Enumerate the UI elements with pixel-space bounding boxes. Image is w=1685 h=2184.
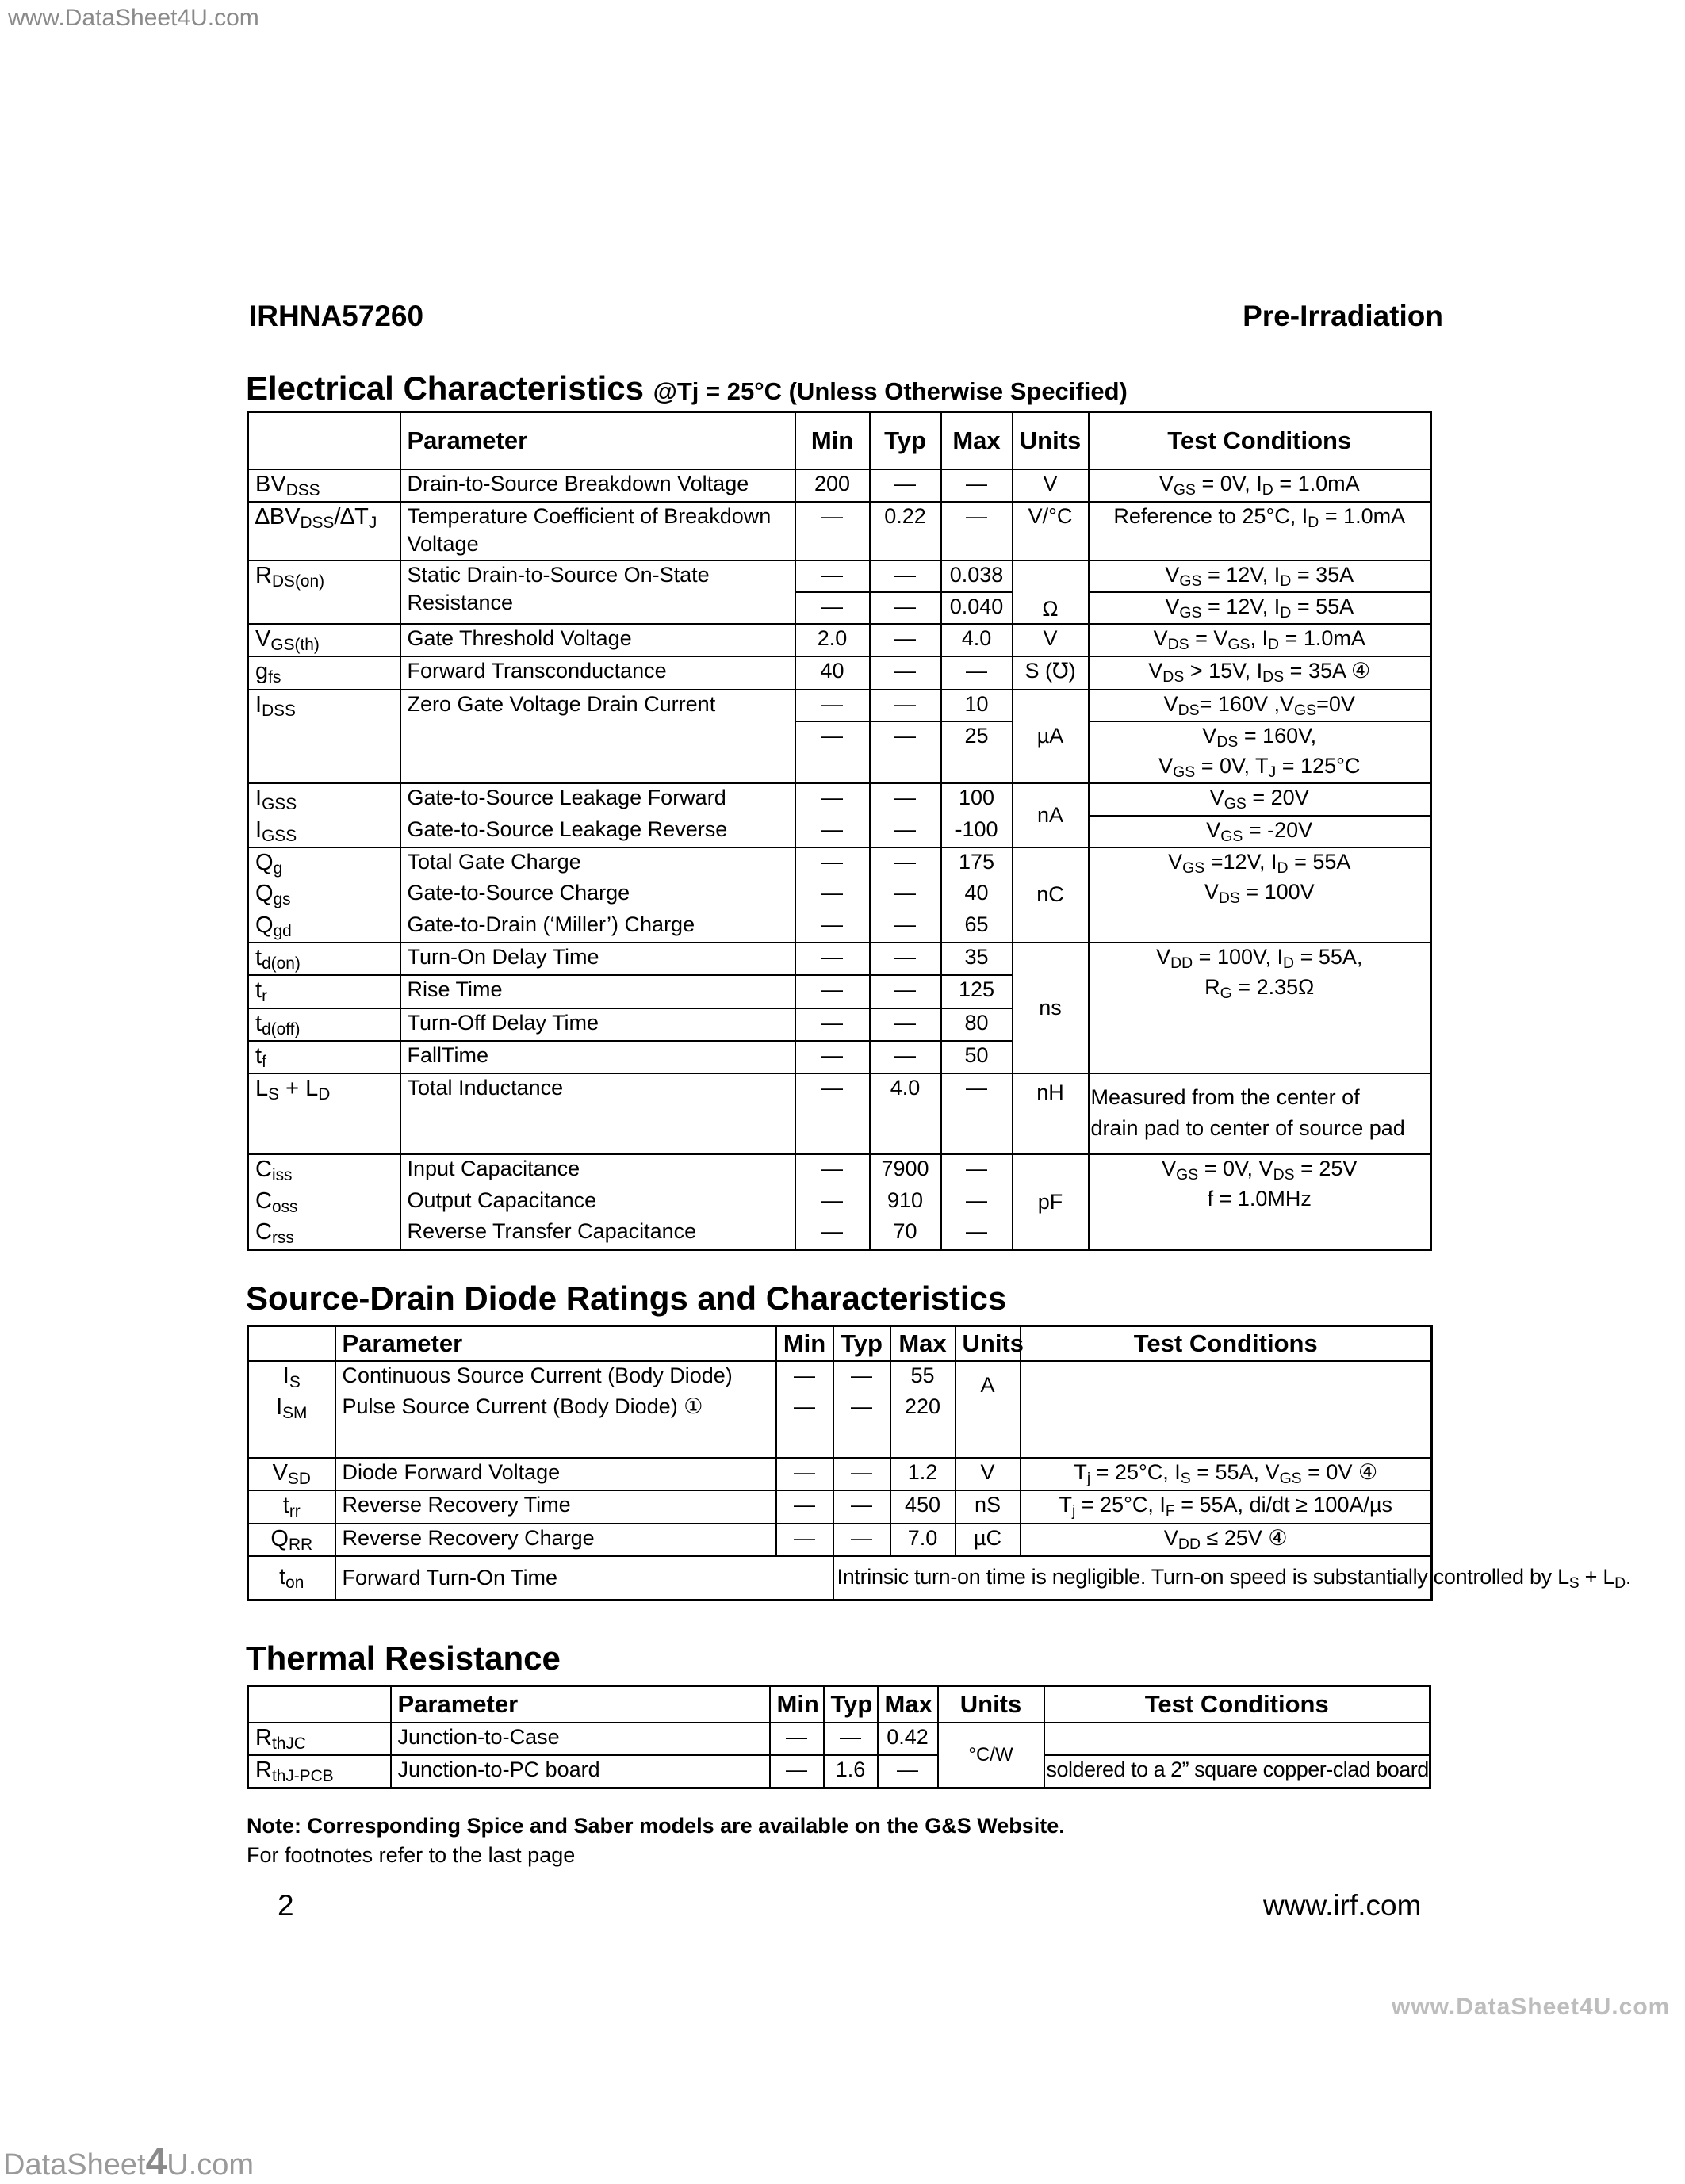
row-units: Ω	[1013, 560, 1089, 624]
footer-url[interactable]: www.irf.com	[1263, 1889, 1422, 1922]
watermark-top[interactable]: www.DataSheet4U.com	[8, 5, 259, 31]
row-min: —	[795, 1008, 870, 1041]
row-typ: —	[833, 1490, 890, 1523]
row-min: —	[795, 1073, 870, 1154]
row-max: —	[941, 1218, 1013, 1250]
row-conditions: $T_j = 25^\circ C$, $I_F = 55A$, di/dt ≥ 100A/µs	[1021, 1490, 1432, 1523]
table-row	[248, 502, 1431, 560]
thermal-table	[247, 1685, 1431, 1789]
row-min: —	[795, 783, 870, 815]
col-typ: Typ	[824, 1686, 878, 1723]
row-symbol: $I_{DSS}$	[248, 690, 400, 783]
row-typ: —	[870, 656, 941, 689]
row-parameter: Continuous Source Current (Body Diode)	[335, 1361, 776, 1393]
row-symbol: $L_S + L_D$	[255, 1076, 331, 1104]
row-typ: —	[870, 592, 941, 624]
table-row	[248, 783, 1431, 815]
row-units: nA	[1013, 783, 1089, 847]
row-symbol: $V_{GS(th)}$	[255, 626, 320, 655]
row-parameter: Turn-Off Delay Time	[400, 1008, 795, 1041]
row-typ: —	[870, 783, 941, 815]
col-units: Units	[938, 1686, 1044, 1723]
col-symbol	[248, 412, 400, 469]
col-max: Max	[941, 412, 1013, 469]
row-symbol: $C_{oss}$	[255, 1188, 298, 1216]
table-row	[248, 1524, 1432, 1556]
row-min: —	[795, 1218, 870, 1250]
row-typ: 7900	[870, 1154, 941, 1186]
row-min: —	[795, 879, 870, 910]
row-max: 1.2	[890, 1458, 955, 1490]
row-typ: 910	[870, 1187, 941, 1218]
table-row	[248, 1755, 1430, 1788]
col-parameter: Parameter	[400, 412, 795, 469]
row-units: °C/W	[938, 1723, 1044, 1788]
row-typ: —	[870, 943, 941, 975]
row-max: —	[941, 1154, 1013, 1186]
row-max: 35	[941, 943, 1013, 975]
row-parameter: Rise Time	[400, 975, 795, 1008]
row-typ: —	[870, 911, 941, 943]
row-min: 40	[795, 656, 870, 689]
col-parameter: Parameter	[335, 1326, 776, 1361]
row-units: V/°C	[1013, 502, 1089, 560]
row-typ: —	[824, 1723, 878, 1755]
row-parameter: Pulse Source Current (Body Diode) ①	[335, 1393, 776, 1458]
row-conditions: Reference to 25°C, $I_D = 1.0mA$	[1089, 502, 1431, 560]
row-min: —	[776, 1458, 833, 1490]
row-min: —	[776, 1361, 833, 1393]
row-min: —	[795, 502, 870, 560]
row-min: —	[795, 1187, 870, 1218]
row-symbol: $t_{d(off)}$	[255, 1010, 301, 1038]
row-typ: —	[870, 847, 941, 879]
row-max: 125	[941, 975, 1013, 1008]
table-row	[248, 624, 1431, 656]
row-max: 7.0	[890, 1524, 955, 1556]
row-min: —	[795, 943, 870, 975]
row-symbol: $t_{rr}$	[282, 1493, 301, 1521]
row-min: —	[776, 1490, 833, 1523]
row-parameter: Gate-to-Source Leakage Forward	[400, 783, 795, 815]
table-row	[248, 847, 1431, 879]
row-min: —	[795, 690, 870, 721]
row-min: —	[770, 1723, 824, 1755]
row-max: —	[941, 469, 1013, 502]
table-row	[248, 469, 1431, 502]
watermark-right[interactable]: www.DataSheet4U.com	[1392, 1994, 1671, 2020]
row-typ: —	[870, 469, 941, 502]
row-symbol: $Q_g$	[255, 849, 283, 878]
row-conditions: $V_{GS} = 0V$, $V_{DS} = 25V$ f = 1.0MHz	[1089, 1154, 1431, 1250]
row-symbol: $R_{thJC}$	[255, 1724, 306, 1753]
row-units: µC	[955, 1524, 1021, 1556]
row-max: 450	[890, 1490, 955, 1523]
electrical-table	[247, 411, 1432, 1251]
diode-title: Source-Drain Diode Ratings and Characteristics	[246, 1279, 1007, 1317]
row-symbol: $I_{GSS}$	[255, 817, 297, 845]
row-conditions: $V_{DS} = V_{GS}$, $I_D = 1.0mA$	[1089, 624, 1431, 656]
row-conditions: $V_{DS} = 160V$, $V_{GS} = 0V$, $T_J = 125^\circ C$	[1089, 721, 1431, 783]
row-conditions: Intrinsic turn-on time is negligible. Turn-on speed is substantially controlled by $L_S + L_D$.	[833, 1556, 1432, 1601]
row-units: nC	[1013, 847, 1089, 943]
col-min: Min	[776, 1326, 833, 1361]
thermal-title: Thermal Resistance	[246, 1639, 561, 1677]
row-conditions: $V_{GS} =12V$, $I_D = 55A$ $V_{DS} = 100V$	[1089, 847, 1431, 943]
table-row	[248, 1154, 1431, 1186]
table-row	[248, 1361, 1432, 1393]
row-max: 25	[941, 721, 1013, 783]
row-units: A	[955, 1361, 1021, 1458]
row-symbol: $Q_{RR}$	[270, 1525, 313, 1554]
col-min: Min	[795, 412, 870, 469]
row-units: nS	[955, 1490, 1021, 1523]
row-parameter: Gate-to-Source Leakage Reverse	[400, 816, 795, 847]
row-min: —	[795, 975, 870, 1008]
row-typ: —	[870, 975, 941, 1008]
col-min: Min	[770, 1686, 824, 1723]
row-parameter: Reverse Recovery Time	[335, 1490, 776, 1523]
row-max: —	[941, 502, 1013, 560]
row-max: 175	[941, 847, 1013, 879]
row-conditions: $V_{DS}= 160V$ $,V_{GS}=0V$	[1089, 690, 1431, 721]
watermark-bottom[interactable]: DataSheet4U.com	[3, 2141, 255, 2183]
col-units: Units	[955, 1326, 1021, 1361]
row-parameter: Total Inductance	[400, 1073, 795, 1154]
row-max: —	[878, 1755, 938, 1788]
row-parameter: Gate-to-Drain (‘Miller’) Charge	[400, 911, 795, 943]
row-typ: —	[833, 1361, 890, 1393]
row-min: —	[795, 847, 870, 879]
row-parameter: FallTime	[400, 1041, 795, 1073]
row-typ: —	[870, 690, 941, 721]
row-min: —	[795, 560, 870, 592]
page-number: 2	[278, 1889, 294, 1922]
row-parameter: Zero Gate Voltage Drain Current	[400, 690, 795, 783]
col-conditions: Test Conditions	[1021, 1326, 1432, 1361]
row-max: 55	[890, 1361, 955, 1393]
row-max: 80	[941, 1008, 1013, 1041]
diode-table	[247, 1325, 1632, 1601]
row-units: V	[1013, 469, 1089, 502]
row-symbol: $Q_{gs}$	[255, 881, 291, 909]
row-conditions: $V_{DS} > 15V$, $I_{DS} = 35A$ ④	[1089, 656, 1431, 689]
col-typ: Typ	[833, 1326, 890, 1361]
row-typ: 70	[870, 1218, 941, 1250]
row-units: S (℧)	[1013, 656, 1089, 689]
row-min: —	[795, 592, 870, 624]
part-number: IRHNA57260	[249, 300, 424, 332]
row-symbol: $t_{on}$	[279, 1563, 304, 1593]
row-min: —	[776, 1524, 833, 1556]
row-parameter: Gate Threshold Voltage	[400, 624, 795, 656]
row-conditions	[1021, 1361, 1432, 1458]
section-label: Pre-Irradiation	[1243, 300, 1443, 332]
electrical-subtitle: @Tj = 25°C (Unless Otherwise Specified)	[653, 377, 1128, 405]
row-min: —	[770, 1755, 824, 1788]
row-parameter: Junction-to-Case	[391, 1723, 770, 1755]
col-conditions: Test Conditions	[1044, 1686, 1430, 1723]
row-max: 220	[890, 1393, 955, 1458]
table-row	[248, 560, 1431, 592]
row-min: —	[795, 1154, 870, 1186]
row-parameter: Total Gate Charge	[400, 847, 795, 879]
table-row	[248, 1556, 1432, 1601]
row-min: 200	[795, 469, 870, 502]
row-max: 4.0	[941, 624, 1013, 656]
row-typ: —	[833, 1458, 890, 1490]
table-row	[248, 656, 1431, 689]
row-max: 65	[941, 911, 1013, 943]
row-conditions: $V_{GS} = 12V$, $I_D = 35A$	[1089, 560, 1431, 592]
row-typ: —	[870, 1041, 941, 1073]
row-symbol: $Q_{gd}$	[255, 912, 292, 940]
table-row	[248, 1073, 1431, 1154]
table-row	[248, 1490, 1432, 1523]
table-row	[248, 943, 1431, 975]
row-units: V	[1013, 624, 1089, 656]
row-typ: —	[870, 560, 941, 592]
row-typ: —	[870, 1008, 941, 1041]
col-conditions: Test Conditions	[1089, 412, 1431, 469]
row-symbol: $V_{SD}$	[272, 1459, 311, 1489]
row-parameter: Forward Transconductance	[400, 656, 795, 689]
row-typ: —	[870, 879, 941, 910]
row-min: —	[795, 911, 870, 943]
row-conditions: $V_{GS} = -20V$	[1089, 816, 1431, 847]
row-symbol: $C_{iss}$	[255, 1157, 293, 1185]
row-typ: —	[870, 624, 941, 656]
row-units: V	[955, 1458, 1021, 1490]
row-parameter: Reverse Recovery Charge	[335, 1524, 776, 1556]
row-parameter: Input Capacitance	[400, 1154, 795, 1186]
row-typ: —	[833, 1393, 890, 1458]
row-symbol: $I_S$	[282, 1363, 301, 1391]
row-parameter: Drain-to-Source Breakdown Voltage	[400, 469, 795, 502]
col-symbol	[248, 1326, 335, 1361]
row-max: 0.42	[878, 1723, 938, 1755]
row-min: —	[795, 721, 870, 783]
row-max: —	[941, 656, 1013, 689]
row-typ: —	[833, 1524, 890, 1556]
row-max: 0.040	[941, 592, 1013, 624]
row-max: —	[941, 1073, 1013, 1154]
row-symbol: $C_{rss}$	[255, 1218, 294, 1248]
row-symbol: $t_f$	[255, 1042, 266, 1072]
row-symbol: $R_{DS(on)}$	[248, 560, 400, 624]
row-conditions: soldered to a 2” square copper-clad board	[1044, 1755, 1430, 1788]
row-units: nH	[1013, 1073, 1089, 1154]
row-conditions: $T_j = 25^\circ C$, $I_S = 55A$, $V_{GS} = 0V$ ④	[1021, 1458, 1432, 1490]
row-max: 50	[941, 1041, 1013, 1073]
row-conditions: $V_{GS} = 0V$, $I_D = 1.0mA$	[1089, 469, 1431, 502]
row-parameter: Diode Forward Voltage	[335, 1458, 776, 1490]
row-parameter: Static Drain-to-Source On-State Resistance	[400, 560, 795, 624]
row-units: ns	[1013, 943, 1089, 1073]
row-conditions: $V_{DD} \le 25V$ ④	[1021, 1524, 1432, 1556]
row-max: 0.038	[941, 560, 1013, 592]
row-min: —	[776, 1393, 833, 1458]
row-max: -100	[941, 816, 1013, 847]
table-row	[248, 690, 1431, 721]
col-units: Units	[1013, 412, 1089, 469]
row-max: 10	[941, 690, 1013, 721]
row-parameter: Reverse Transfer Capacitance	[400, 1218, 795, 1250]
row-typ: 4.0	[870, 1073, 941, 1154]
row-units: µA	[1013, 690, 1089, 783]
row-conditions	[1044, 1723, 1430, 1755]
row-typ: —	[870, 816, 941, 847]
table-row	[248, 1723, 1430, 1755]
table-row	[248, 816, 1431, 847]
col-max: Max	[878, 1686, 938, 1723]
row-min: 2.0	[795, 624, 870, 656]
table-row	[248, 1458, 1432, 1490]
row-parameter: Junction-to-PC board	[391, 1755, 770, 1788]
row-symbol: $g_{fs}$	[255, 659, 281, 687]
row-parameter: Output Capacitance	[400, 1187, 795, 1218]
row-parameter: Temperature Coefficient of Breakdown Voltage	[400, 502, 795, 560]
row-symbol: $t_r$	[255, 977, 268, 1006]
row-typ: 1.6	[824, 1755, 878, 1788]
row-units: pF	[1013, 1154, 1089, 1250]
row-symbol: $t_{d(on)}$	[255, 944, 301, 973]
row-conditions: $V_{GS} = 20V$	[1089, 783, 1431, 815]
row-conditions: $V_{DD} = 100V$, $I_D = 55A$, $R_G = 2.35\Omega$	[1089, 943, 1431, 1073]
row-conditions: $V_{GS} = 12V$, $I_D = 55A$	[1089, 592, 1431, 624]
note-spice: Note: Corresponding Spice and Saber models are available on the G&S Website.	[247, 1814, 1065, 1838]
row-parameter: Gate-to-Source Charge	[400, 879, 795, 910]
row-max: 100	[941, 783, 1013, 815]
row-typ: 0.22	[870, 502, 941, 560]
row-min: —	[795, 816, 870, 847]
row-min: —	[795, 1041, 870, 1073]
row-max: —	[941, 1187, 1013, 1218]
row-parameter: Turn-On Delay Time	[400, 943, 795, 975]
row-parameter: Forward Turn-On Time	[335, 1556, 833, 1601]
row-symbol: $I_{SM}$	[276, 1394, 308, 1423]
row-symbol: $I_{GSS}$	[255, 786, 297, 814]
col-typ: Typ	[870, 412, 941, 469]
row-max: 40	[941, 879, 1013, 910]
row-symbol: $\Delta BV_{DSS}/\Delta T_J$	[255, 503, 377, 533]
row-typ: —	[870, 721, 941, 783]
electrical-title	[246, 369, 1128, 407]
electrical-title-main: Electrical Characteristics	[246, 369, 644, 407]
col-max: Max	[890, 1326, 955, 1361]
col-parameter: Parameter	[391, 1686, 770, 1723]
col-symbol	[248, 1686, 391, 1723]
note-footnotes: For footnotes refer to the last page	[247, 1843, 576, 1867]
row-symbol: $BV_{DSS}$	[255, 471, 320, 499]
row-symbol: $R_{thJ-PCB}$	[255, 1757, 334, 1786]
row-conditions: Measured from the center of drain pad to center of source pad	[1089, 1073, 1431, 1154]
